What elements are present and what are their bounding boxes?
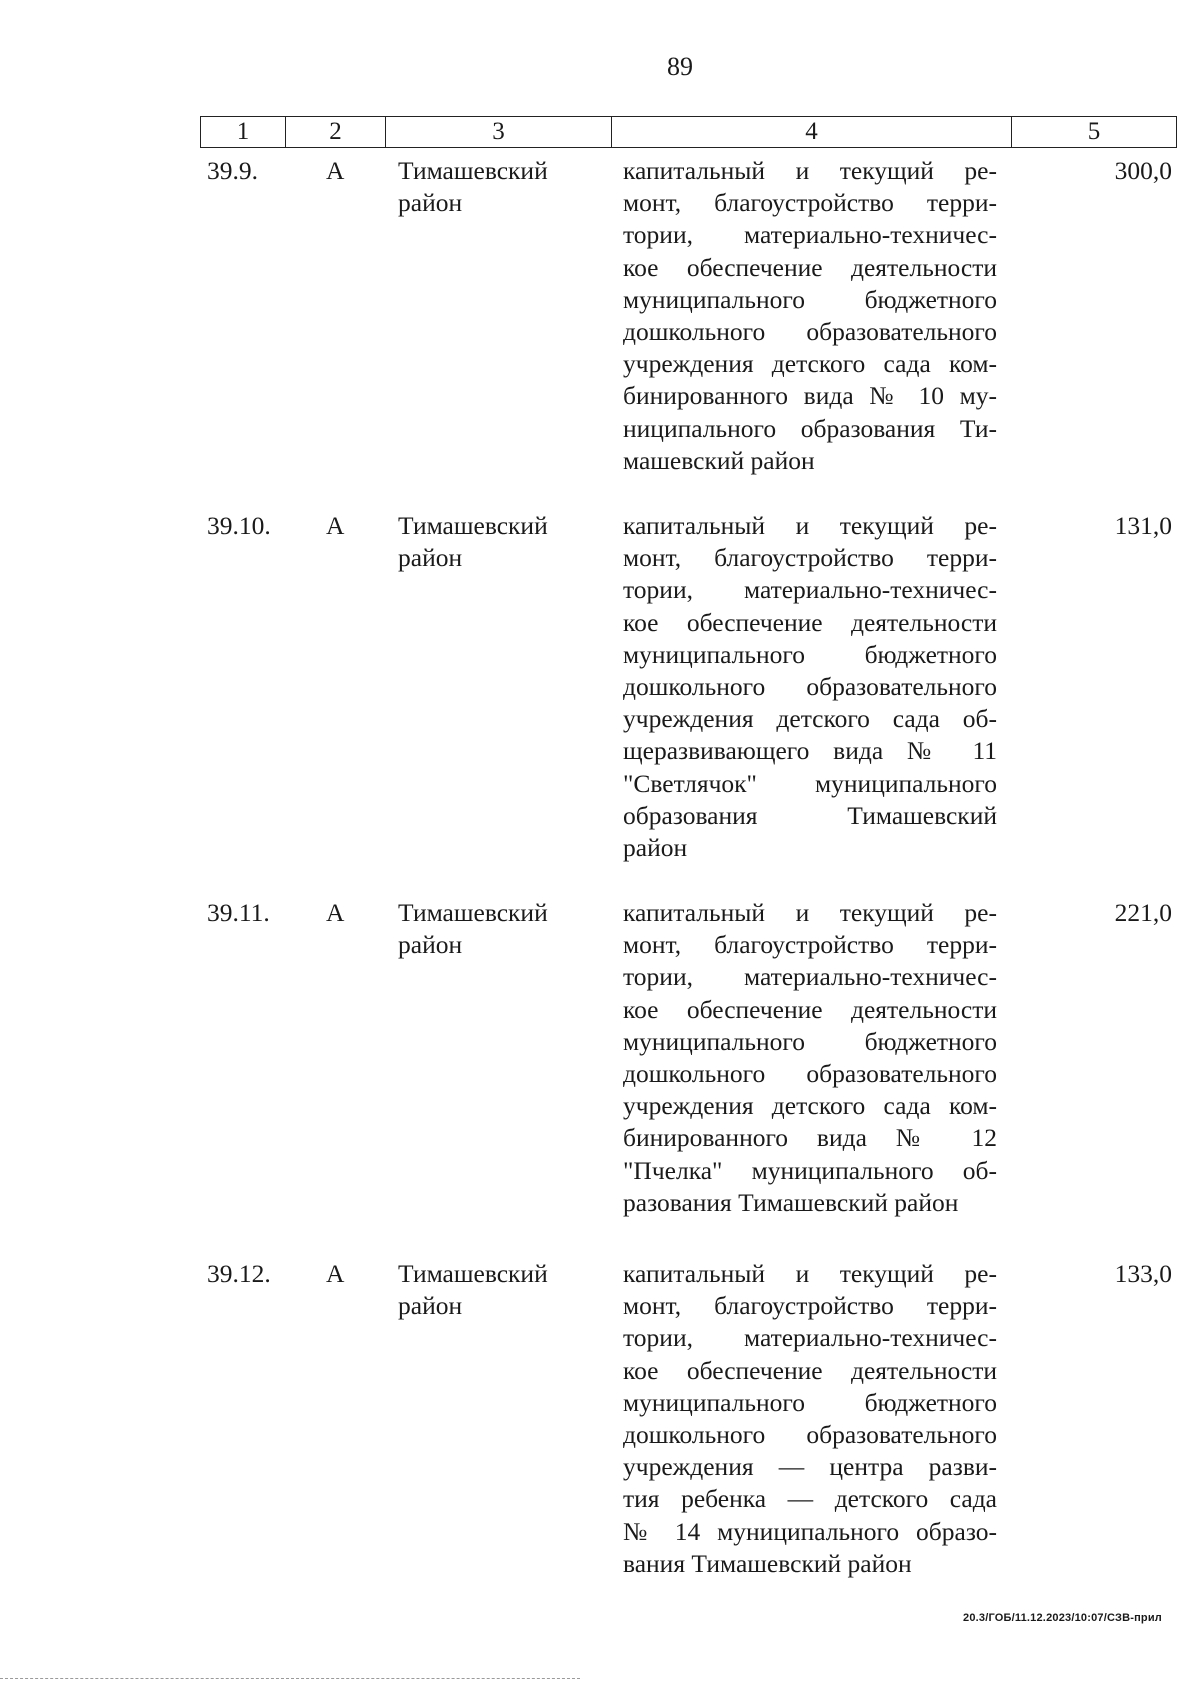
column-header-3: 3: [386, 117, 612, 148]
description-line: бинированного вида № 10 му-: [623, 381, 997, 411]
description-line: бинированного вида № 12: [623, 1123, 997, 1153]
description-line: кое обеспечение деятельности: [623, 607, 997, 637]
page-number: 89: [667, 52, 693, 81]
description-line: монт, благоустройство терри-: [623, 1291, 997, 1321]
description-line: дошкольного образовательного: [623, 317, 997, 347]
row-number: 39.9.: [207, 156, 258, 185]
description-line: кое обеспечение деятельности: [623, 252, 997, 282]
description-line: учреждения детского сада об-: [623, 704, 997, 734]
description-line: тории, материально-техничес-: [623, 220, 997, 250]
row-category: А: [326, 898, 345, 927]
description-line: тия ребенка — детского сада: [623, 1484, 997, 1514]
description-line: № 14 муниципального образо-: [623, 1516, 997, 1546]
row-amount: 131,0: [1114, 511, 1172, 540]
scan-edge-line: [0, 1678, 580, 1679]
description-line: монт, благоустройство терри-: [623, 188, 997, 218]
district-line: район: [398, 1291, 463, 1321]
description-line: район: [623, 833, 688, 863]
description-line: ниципального образования Ти-: [623, 413, 997, 443]
row-number: 39.11.: [207, 898, 270, 927]
row-district: [398, 510, 598, 574]
row-district: [398, 155, 598, 219]
description-line: капитальный и текущий ре-: [623, 156, 997, 185]
row-description: [623, 897, 997, 1219]
description-line: "Светлячок" муниципального: [623, 768, 997, 798]
district-line: район: [398, 188, 463, 218]
district-line: Тимашевский: [398, 511, 548, 540]
column-header-5: 5: [1012, 117, 1177, 148]
row-category: А: [326, 1259, 345, 1288]
description-line: кое обеспечение деятельности: [623, 1355, 997, 1385]
description-line: учреждения детского сада ком-: [623, 1091, 997, 1121]
description-line: дошкольного образовательного: [623, 672, 997, 702]
row-category: А: [326, 511, 345, 540]
description-line: вания Тимашевский район: [623, 1548, 912, 1578]
description-line: "Пчелка" муниципального об-: [623, 1155, 997, 1185]
column-header-2: 2: [286, 117, 386, 148]
description-line: муниципального бюджетного: [623, 284, 997, 314]
row-amount: 133,0: [1114, 1259, 1172, 1288]
row-amount: 300,0: [1114, 156, 1172, 185]
description-line: учреждения детского сада ком-: [623, 349, 997, 379]
district-line: район: [398, 543, 463, 573]
district-line: район: [398, 930, 463, 960]
district-line: Тимашевский: [398, 1259, 548, 1288]
description-line: образования Тимашевский: [623, 800, 997, 830]
district-line: Тимашевский: [398, 898, 548, 927]
row-description: [623, 1258, 997, 1580]
row-number: 39.10.: [207, 511, 271, 540]
document-footer-code: 20.3/ГОБ/11.12.2023/10:07/СЗВ-прил: [963, 1612, 1162, 1624]
description-line: тории, материально-техничес-: [623, 1323, 997, 1353]
description-line: разования Тимашевский район: [623, 1187, 959, 1217]
row-category: А: [326, 156, 345, 185]
row-district: [398, 897, 598, 961]
row-amount: 221,0: [1114, 898, 1172, 927]
description-line: муниципального бюджетного: [623, 1387, 997, 1417]
row-district: [398, 1258, 598, 1322]
description-line: капитальный и текущий ре-: [623, 898, 997, 927]
column-header-4: 4: [612, 117, 1012, 148]
description-line: тории, материально-техничес-: [623, 962, 997, 992]
row-description: [623, 155, 997, 477]
description-line: капитальный и текущий ре-: [623, 511, 997, 540]
description-line: учреждения — центра разви-: [623, 1452, 997, 1482]
description-line: тории, материально-техничес-: [623, 575, 997, 605]
description-line: муниципального бюджетного: [623, 1026, 997, 1056]
description-line: монт, благоустройство терри-: [623, 543, 997, 573]
description-line: машевский район: [623, 445, 815, 475]
description-line: щеразвивающего вида № 11: [623, 736, 997, 766]
description-line: монт, благоустройство терри-: [623, 930, 997, 960]
district-line: Тимашевский: [398, 156, 548, 185]
description-line: дошкольного образовательного: [623, 1420, 997, 1450]
description-line: муниципального бюджетного: [623, 639, 997, 669]
description-line: капитальный и текущий ре-: [623, 1259, 997, 1288]
description-line: кое обеспечение деятельности: [623, 994, 997, 1024]
description-line: дошкольного образовательного: [623, 1059, 997, 1089]
row-description: [623, 510, 997, 864]
column-header-1: 1: [201, 117, 286, 148]
table-header: [200, 116, 1177, 148]
row-number: 39.12.: [207, 1259, 271, 1288]
